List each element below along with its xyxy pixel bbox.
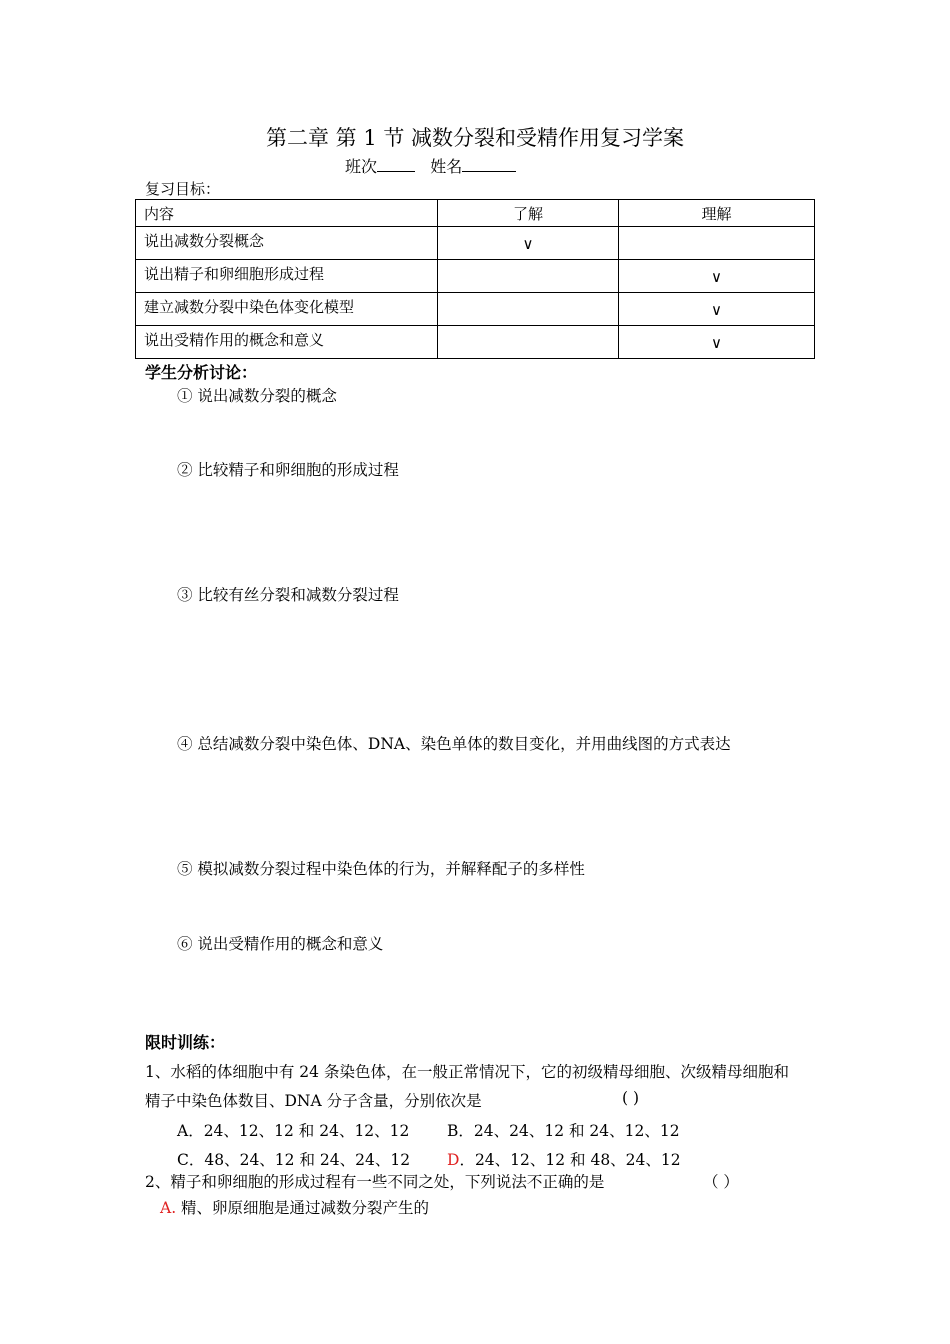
row-content: 建立减数分裂中染色体变化模型 <box>136 293 438 326</box>
discussion-item-6: ⑥ 说出受精作用的概念和意义 <box>177 935 384 953</box>
check-mark: ∨ <box>711 334 722 352</box>
table-row <box>136 326 815 359</box>
option-d-letter: D <box>447 1151 460 1169</box>
header-understand: 了解 <box>438 200 619 227</box>
page-title: 第二章 第 1 节 减数分裂和受精作用复习学案 <box>265 126 685 150</box>
check-mark: ∨ <box>711 301 722 319</box>
row-comprehend-cell <box>619 293 815 326</box>
discussion-item-5: ⑤ 模拟减数分裂过程中染色体的行为，并解释配子的多样性 <box>177 860 585 878</box>
question-2-option-a <box>160 1196 429 1218</box>
table-row <box>136 260 815 293</box>
discussion-heading: 学生分析讨论： <box>145 363 258 382</box>
row-understand-cell <box>438 227 619 260</box>
question-1-option-a: A．24、12、12 和 24、12、12 <box>177 1122 410 1140</box>
row-content: 说出减数分裂概念 <box>136 227 438 260</box>
goals-label: 复习目标： <box>145 180 221 198</box>
row-comprehend-cell <box>619 260 815 293</box>
question-1-answer-paren: ( ) <box>622 1089 640 1107</box>
name-blank <box>462 157 516 172</box>
student-info-line <box>345 154 516 177</box>
discussion-item-4: ④ 总结减数分裂中染色体、DNA、染色单体的数目变化，并用曲线图的方式表达 <box>177 735 731 753</box>
question-1-option-d <box>447 1148 681 1170</box>
name-label: 姓名 <box>430 157 463 176</box>
header-content: 内容 <box>136 200 438 227</box>
table-header-row <box>136 200 815 227</box>
option-d-text: ．24、12、12 和 48、24、12 <box>459 1151 681 1169</box>
discussion-item-1: ① 说出减数分裂的概念 <box>177 387 337 405</box>
discussion-item-2: ② 比较精子和卵细胞的形成过程 <box>177 461 399 479</box>
row-content: 说出精子和卵细胞形成过程 <box>136 260 438 293</box>
question-1-line-1: 1、水稻的体细胞中有 24 条染色体，在一般正常情况下，它的初级精母细胞、次级精母细胞和 <box>145 1063 789 1081</box>
row-understand-cell <box>438 326 619 359</box>
option-a-letter: A. <box>160 1199 177 1217</box>
question-1-option-b: B．24、24、12 和 24、12、12 <box>447 1122 680 1140</box>
table-row <box>136 227 815 260</box>
row-comprehend-cell <box>619 326 815 359</box>
practice-heading: 限时训练： <box>145 1033 226 1052</box>
option-a-text: 精、卵原细胞是通过减数分裂产生的 <box>176 1199 430 1217</box>
class-label: 班次 <box>345 157 378 176</box>
question-1-line-2: 精子中染色体数目、DNA 分子含量，分别依次是 <box>145 1092 482 1110</box>
row-content: 说出受精作用的概念和意义 <box>136 326 438 359</box>
question-2-answer-paren: （ ） <box>703 1173 739 1191</box>
discussion-item-3: ③ 比较有丝分裂和减数分裂过程 <box>177 586 399 604</box>
question-1-option-c: C．48、24、12 和 24、24、12 <box>177 1151 411 1169</box>
row-understand-cell <box>438 260 619 293</box>
question-2-text: 2、精子和卵细胞的形成过程有一些不同之处，下列说法不正确的是 <box>145 1173 605 1191</box>
check-mark: ∨ <box>711 268 722 286</box>
row-comprehend-cell <box>619 227 815 260</box>
check-mark: ∨ <box>522 235 534 253</box>
header-comprehend: 理解 <box>619 200 815 227</box>
goals-table <box>135 199 815 359</box>
table-row <box>136 293 815 326</box>
row-understand-cell <box>438 293 619 326</box>
class-blank <box>377 157 415 172</box>
